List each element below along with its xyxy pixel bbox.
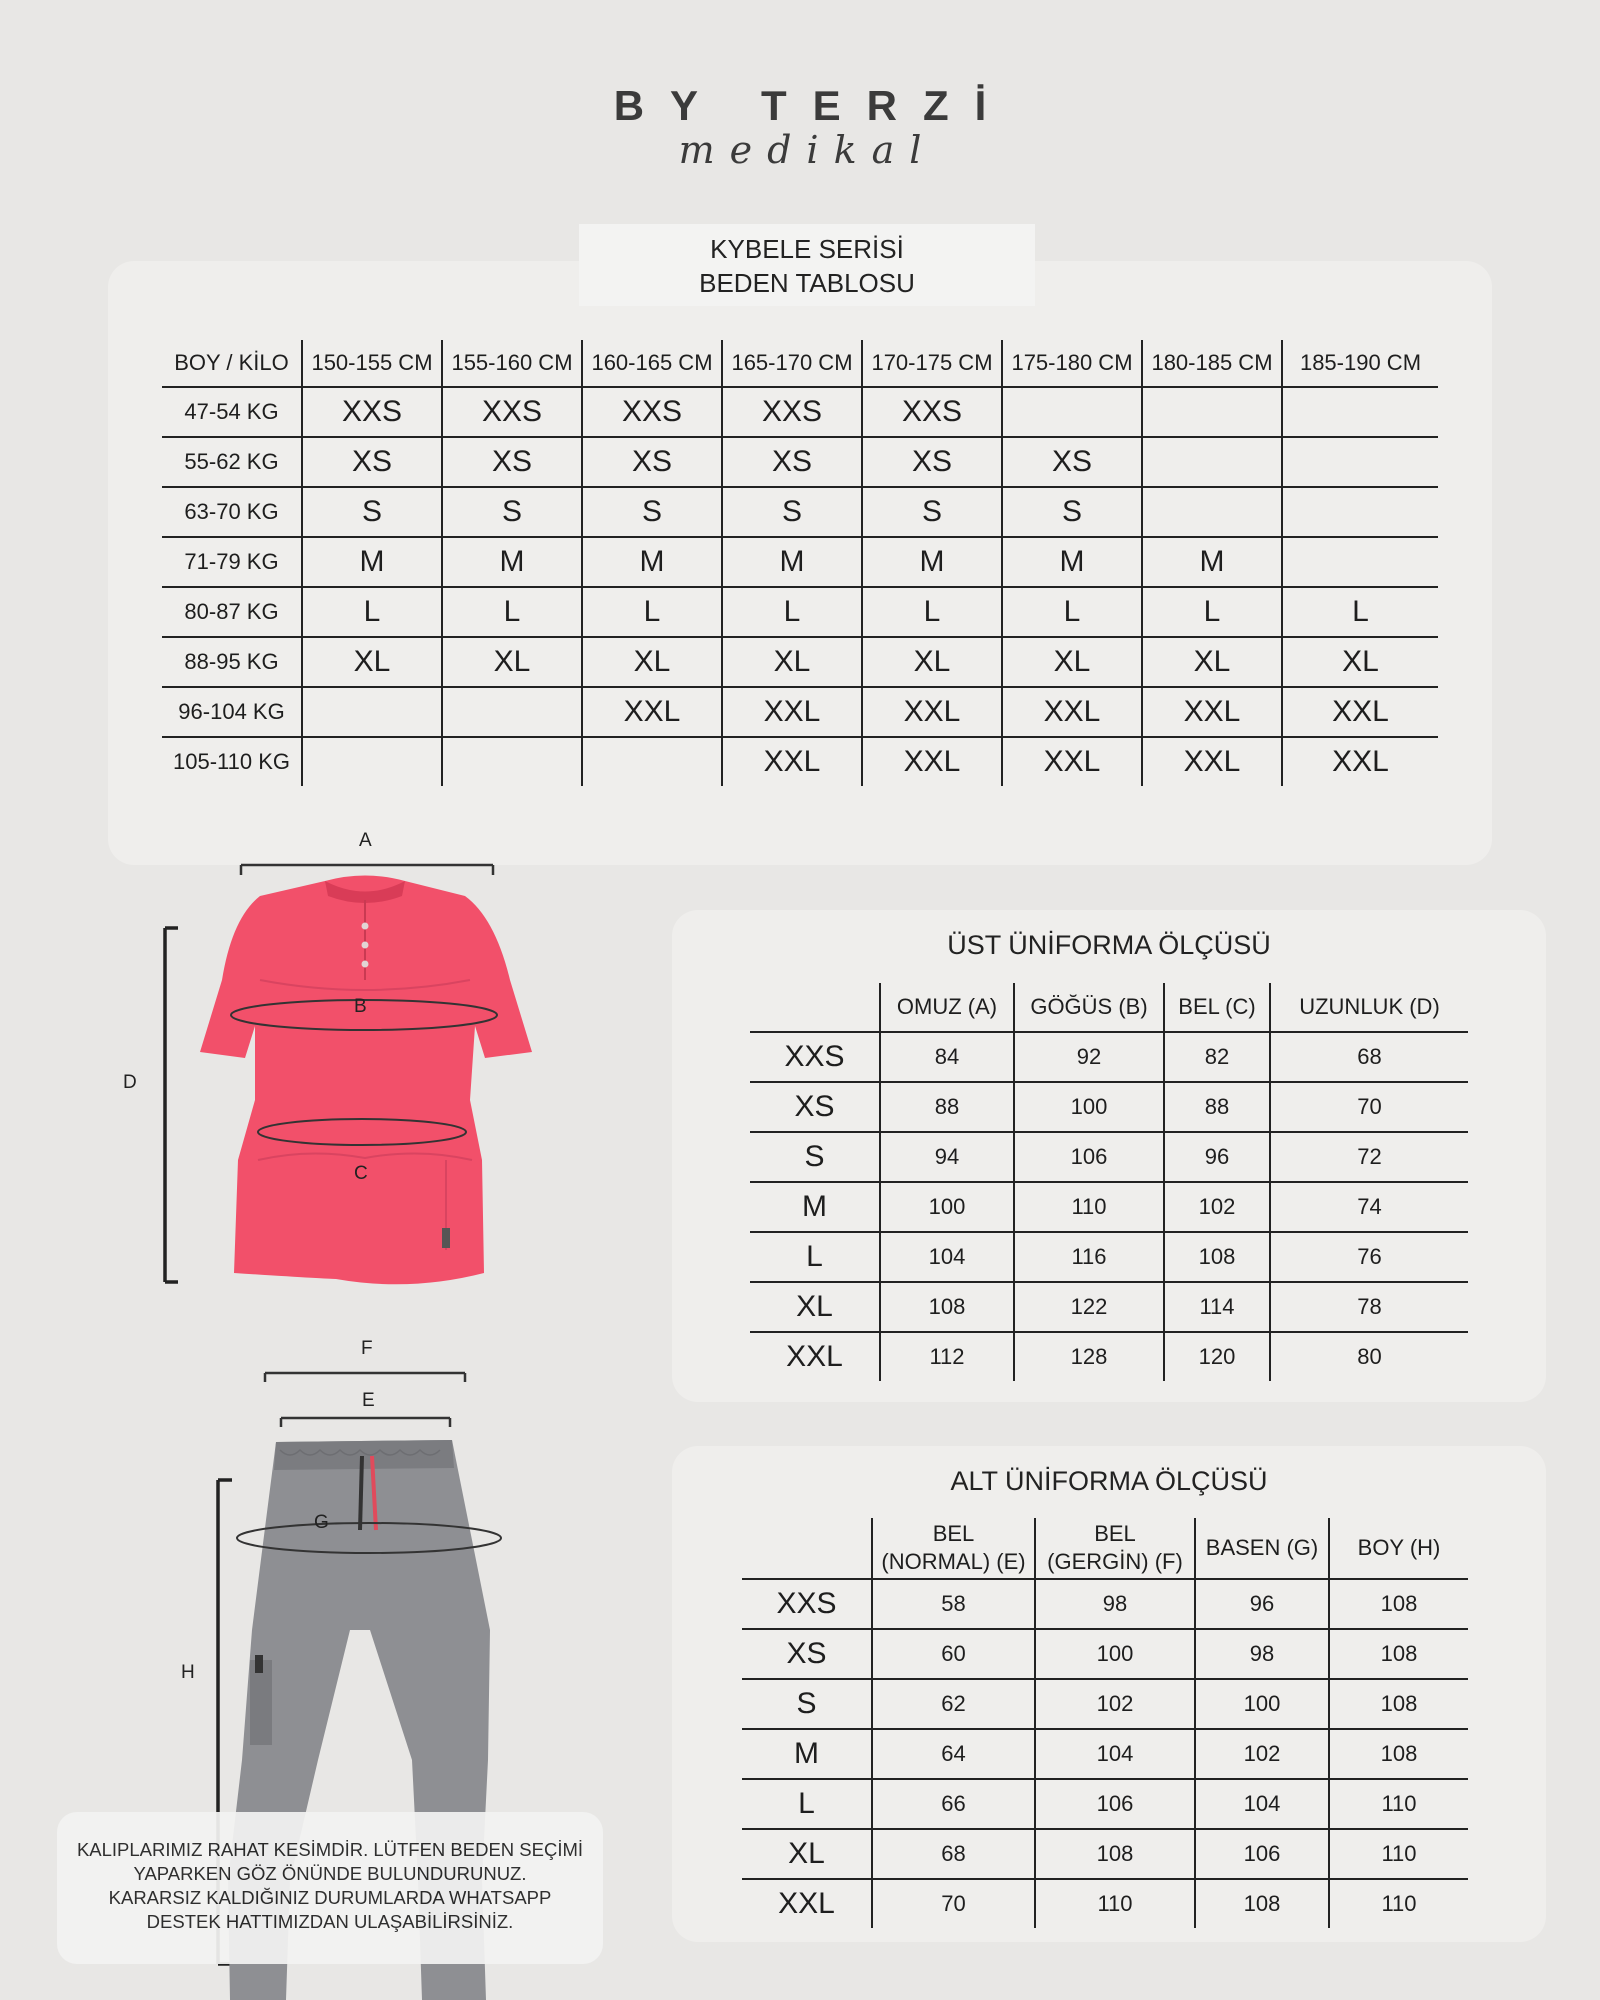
bottom-measure-header-row xyxy=(742,1518,1468,1579)
note-line-3: KARARSIZ KALDIĞINIZ DURUMLARDA WHATSAPP xyxy=(108,1887,552,1908)
size-cell xyxy=(1142,437,1282,487)
size-label: S xyxy=(742,1679,872,1729)
column-header xyxy=(872,1518,1035,1579)
height-header: 150-155 CM xyxy=(302,340,442,387)
weight-cell: 88-95 KG xyxy=(162,637,302,687)
column-header-line2: (GERGİN) (F) xyxy=(1047,1549,1183,1574)
bottom-measure-row xyxy=(742,1879,1468,1928)
measure-value: 66 xyxy=(872,1779,1035,1829)
measure-value: 60 xyxy=(872,1629,1035,1679)
measure-value: 110 xyxy=(1381,1891,1417,1916)
height-header: 185-190 CM xyxy=(1282,340,1438,387)
top-measure-row xyxy=(750,1082,1468,1132)
height-header: 160-165 CM xyxy=(582,340,722,387)
measure-value: 120 xyxy=(1164,1332,1270,1381)
size-cell: XS xyxy=(862,437,1002,487)
label-d: D xyxy=(123,1072,137,1093)
column-header-line1: BEL xyxy=(1094,1521,1136,1546)
size-cell: S xyxy=(442,487,582,537)
weight-cell: 55-62 KG xyxy=(162,437,302,487)
measure-value: 128 xyxy=(1014,1332,1164,1381)
note-line-4: DESTEK HATTIMIZDAN ULAŞABİLİRSİNİZ. xyxy=(146,1911,514,1932)
size-chart-row xyxy=(162,637,1438,687)
size-cell: XS xyxy=(442,437,582,487)
measure-value: 100 xyxy=(1035,1629,1195,1679)
size-cell: XL xyxy=(862,637,1002,687)
size-cell xyxy=(1142,487,1282,537)
size-cell: M xyxy=(1002,537,1142,587)
size-cell: XS xyxy=(302,437,442,487)
size-chart-row xyxy=(162,387,1438,437)
measure-value: 108 xyxy=(1329,1679,1468,1729)
size-label: XL xyxy=(742,1829,872,1879)
label-c: C xyxy=(354,1163,368,1184)
size-cell: XXS xyxy=(722,387,862,437)
size-cell: XXS xyxy=(862,387,1002,437)
top-measure-table xyxy=(750,983,1468,1381)
measure-value: 108 xyxy=(1164,1232,1270,1282)
size-cell xyxy=(1282,387,1438,437)
size-cell: M xyxy=(582,537,722,587)
size-label: L xyxy=(750,1232,880,1282)
size-chart-title xyxy=(579,224,1035,306)
bottom-measure-table xyxy=(742,1518,1468,1928)
label-f: F xyxy=(361,1338,373,1359)
size-chart-title-line1: KYBELE SERİSİ xyxy=(710,234,904,264)
size-cell: S xyxy=(1002,487,1142,537)
measure-value: 74 xyxy=(1270,1182,1468,1232)
column-header: UZUNLUK (D) xyxy=(1270,983,1468,1032)
bottom-measure-row xyxy=(742,1829,1468,1879)
size-label: S xyxy=(750,1132,880,1182)
measure-value: 80 xyxy=(1357,1344,1382,1369)
label-b: B xyxy=(354,996,367,1017)
measure-value: 108 xyxy=(1035,1829,1195,1879)
bottom-measure-title: ALT ÜNİFORMA ÖLÇÜSÜ xyxy=(950,1466,1268,1496)
size-chart-row xyxy=(162,737,1438,786)
size-label: XXS xyxy=(750,1032,880,1082)
size-cell: L xyxy=(442,587,582,637)
measure-value: 64 xyxy=(872,1729,1035,1779)
size-cell: L xyxy=(302,587,442,637)
column-header-line2: (NORMAL) (E) xyxy=(881,1549,1026,1574)
measure-value: 58 xyxy=(872,1579,1035,1629)
size-cell: M xyxy=(442,537,582,587)
size-label: M xyxy=(742,1729,872,1779)
size-cell: XXL xyxy=(722,687,862,737)
size-cell: L xyxy=(1002,587,1142,637)
corner-header: BOY / KİLO xyxy=(162,340,302,387)
measure-value: 94 xyxy=(880,1132,1014,1182)
size-cell: XXL xyxy=(722,737,862,786)
measure-value: 112 xyxy=(880,1332,1014,1381)
measure-value: 72 xyxy=(1270,1132,1468,1182)
size-cell: XXL xyxy=(1332,745,1389,778)
top-measure-title: ÜST ÜNİFORMA ÖLÇÜSÜ xyxy=(947,930,1271,960)
size-cell: XL xyxy=(1282,637,1438,687)
size-cell xyxy=(442,687,582,737)
size-cell: XXL xyxy=(1142,737,1282,786)
size-chart-row xyxy=(162,487,1438,537)
shoulder-measure-line xyxy=(241,865,493,875)
size-cell: XXS xyxy=(302,387,442,437)
measure-value: 82 xyxy=(1164,1032,1270,1082)
measure-value: 96 xyxy=(1195,1579,1329,1629)
length-measure-line xyxy=(165,928,178,1282)
measure-value: 108 xyxy=(1329,1629,1468,1679)
weight-cell: 47-54 KG xyxy=(162,387,302,437)
column-header: OMUZ (A) xyxy=(880,983,1014,1032)
height-header: 170-175 CM xyxy=(862,340,1002,387)
size-cell: XL xyxy=(582,637,722,687)
column-header: GÖĞÜS (B) xyxy=(1014,983,1164,1032)
waist-normal-measure-line xyxy=(281,1418,450,1427)
measure-value: 88 xyxy=(1164,1082,1270,1132)
measure-value: 78 xyxy=(1270,1282,1468,1332)
column-header-line1: BASEN (G) xyxy=(1205,1535,1319,1560)
top-measure-row xyxy=(750,1182,1468,1232)
measure-value: 84 xyxy=(880,1032,1014,1082)
measure-value: 100 xyxy=(1014,1082,1164,1132)
size-cell xyxy=(1002,387,1142,437)
size-cell xyxy=(1282,537,1438,587)
size-cell xyxy=(1142,387,1282,437)
measure-value: 108 xyxy=(1329,1579,1468,1629)
size-cell: XL xyxy=(722,637,862,687)
label-h: H xyxy=(181,1662,195,1683)
size-cell: L xyxy=(582,587,722,637)
size-cell xyxy=(302,687,442,737)
fit-note xyxy=(57,1812,603,1964)
size-cell xyxy=(1282,487,1438,537)
weight-cell: 105-110 KG xyxy=(162,737,302,786)
size-cell: XL xyxy=(302,637,442,687)
size-cell: S xyxy=(862,487,1002,537)
size-label: M xyxy=(750,1182,880,1232)
size-chart-table xyxy=(162,340,1438,786)
size-cell: XS xyxy=(582,437,722,487)
size-cell: XXL xyxy=(862,687,1002,737)
size-cell: XL xyxy=(1142,637,1282,687)
measure-value: 62 xyxy=(872,1679,1035,1729)
size-label: XXL xyxy=(750,1332,880,1381)
size-cell: L xyxy=(1142,587,1282,637)
height-header: 180-185 CM xyxy=(1142,340,1282,387)
size-cell xyxy=(302,737,442,786)
measure-value: 110 xyxy=(1329,1829,1468,1879)
size-label: XXS xyxy=(742,1579,872,1629)
measure-value: 108 xyxy=(1195,1879,1329,1928)
size-chart-row xyxy=(162,537,1438,587)
size-chart-header-row xyxy=(162,340,1438,387)
note-line-1: KALIPLARIMIZ RAHAT KESİMDİR. LÜTFEN BEDEN SEÇİMİ xyxy=(76,1839,584,1860)
size-label: XS xyxy=(750,1082,880,1132)
size-cell: M xyxy=(722,537,862,587)
bottom-measure-row xyxy=(742,1629,1468,1679)
measure-value: 76 xyxy=(1270,1232,1468,1282)
column-header xyxy=(1195,1518,1329,1579)
label-e: E xyxy=(362,1390,375,1411)
measure-value: 114 xyxy=(1164,1282,1270,1332)
column-header xyxy=(750,983,880,1032)
top-measure-row xyxy=(750,1032,1468,1082)
size-cell: XXS xyxy=(442,387,582,437)
measure-value: 116 xyxy=(1014,1232,1164,1282)
size-cell: L xyxy=(1282,587,1438,637)
size-cell: XXL xyxy=(1142,687,1282,737)
measure-value: 98 xyxy=(1195,1629,1329,1679)
size-cell: S xyxy=(582,487,722,537)
measure-value: 68 xyxy=(872,1829,1035,1879)
bottom-measure-row xyxy=(742,1779,1468,1829)
size-label: XS xyxy=(742,1629,872,1679)
size-cell: M xyxy=(862,537,1002,587)
size-cell: XXL xyxy=(862,737,1002,786)
size-cell: XS xyxy=(1002,437,1142,487)
size-cell: XS xyxy=(722,437,862,487)
size-cell: XXS xyxy=(582,387,722,437)
size-cell: L xyxy=(862,587,1002,637)
column-header xyxy=(1035,1518,1195,1579)
height-header: 175-180 CM xyxy=(1002,340,1142,387)
shirt-diagram xyxy=(110,830,550,1320)
size-cell xyxy=(582,737,722,786)
measure-value: 102 xyxy=(1164,1182,1270,1232)
measure-value: 100 xyxy=(880,1182,1014,1232)
size-chart-title-line2: BEDEN TABLOSU xyxy=(699,268,915,298)
label-g: G xyxy=(314,1512,329,1533)
measure-value: 102 xyxy=(1035,1679,1195,1729)
top-measure-row xyxy=(750,1132,1468,1182)
note-line-2: YAPARKEN GÖZ ÖNÜNDE BULUNDURUNUZ. xyxy=(133,1863,527,1884)
size-cell: S xyxy=(302,487,442,537)
brand-subtitle: medikal xyxy=(678,128,937,172)
measure-value: 110 xyxy=(1329,1779,1468,1829)
height-header: 155-160 CM xyxy=(442,340,582,387)
size-cell: XXL xyxy=(1002,737,1142,786)
size-cell xyxy=(442,737,582,786)
size-cell: S xyxy=(722,487,862,537)
measure-value: 122 xyxy=(1014,1282,1164,1332)
size-chart-row xyxy=(162,687,1438,737)
size-chart-row xyxy=(162,587,1438,637)
size-label: L xyxy=(742,1779,872,1829)
bottom-measure-row xyxy=(742,1679,1468,1729)
measure-value: 102 xyxy=(1195,1729,1329,1779)
size-cell: M xyxy=(1142,537,1282,587)
column-header-line1: BOY (H) xyxy=(1357,1535,1441,1560)
measure-value: 70 xyxy=(1270,1082,1468,1132)
size-cell: XXL xyxy=(582,687,722,737)
size-cell xyxy=(1282,437,1438,487)
measure-value: 104 xyxy=(1195,1779,1329,1829)
size-cell: M xyxy=(302,537,442,587)
weight-cell: 63-70 KG xyxy=(162,487,302,537)
measure-value: 98 xyxy=(1035,1579,1195,1629)
measure-value: 110 xyxy=(1014,1182,1164,1232)
size-cell: L xyxy=(722,587,862,637)
measure-value: 106 xyxy=(1014,1132,1164,1182)
measure-value: 106 xyxy=(1195,1829,1329,1879)
measure-value: 92 xyxy=(1014,1032,1164,1082)
size-chart-row xyxy=(162,437,1438,487)
bottom-measure-row xyxy=(742,1729,1468,1779)
measure-value: 108 xyxy=(1329,1729,1468,1779)
shirt-image xyxy=(200,876,532,1285)
size-label: XXL xyxy=(742,1879,872,1928)
column-header xyxy=(742,1518,872,1579)
weight-cell: 71-79 KG xyxy=(162,537,302,587)
label-a: A xyxy=(359,830,372,851)
measure-value: 88 xyxy=(880,1082,1014,1132)
weight-cell: 96-104 KG xyxy=(162,687,302,737)
bottom-measure-row xyxy=(742,1579,1468,1629)
measure-value: 104 xyxy=(880,1232,1014,1282)
measure-value: 108 xyxy=(880,1282,1014,1332)
measure-value: 68 xyxy=(1270,1032,1468,1082)
top-measure-row xyxy=(750,1332,1468,1381)
waist-stretched-measure-line xyxy=(265,1373,465,1382)
size-cell: XXL xyxy=(1002,687,1142,737)
measure-value: 96 xyxy=(1164,1132,1270,1182)
measure-value: 104 xyxy=(1035,1729,1195,1779)
column-header xyxy=(1329,1518,1468,1579)
height-header: 165-170 CM xyxy=(722,340,862,387)
top-measure-header-row xyxy=(750,983,1468,1032)
size-cell: XXL xyxy=(1282,687,1438,737)
column-header-line1: BEL xyxy=(932,1521,975,1546)
top-measure-row xyxy=(750,1232,1468,1282)
brand-name: BY TERZİ xyxy=(613,82,1013,129)
measure-value: 100 xyxy=(1195,1679,1329,1729)
size-label: XL xyxy=(750,1282,880,1332)
top-measure-row xyxy=(750,1282,1468,1332)
measure-value: 70 xyxy=(872,1879,1035,1928)
size-cell: XL xyxy=(1002,637,1142,687)
column-header: BEL (C) xyxy=(1164,983,1270,1032)
measure-value: 110 xyxy=(1035,1879,1195,1928)
measure-value: 106 xyxy=(1035,1779,1195,1829)
size-cell: XL xyxy=(442,637,582,687)
weight-cell: 80-87 KG xyxy=(162,587,302,637)
